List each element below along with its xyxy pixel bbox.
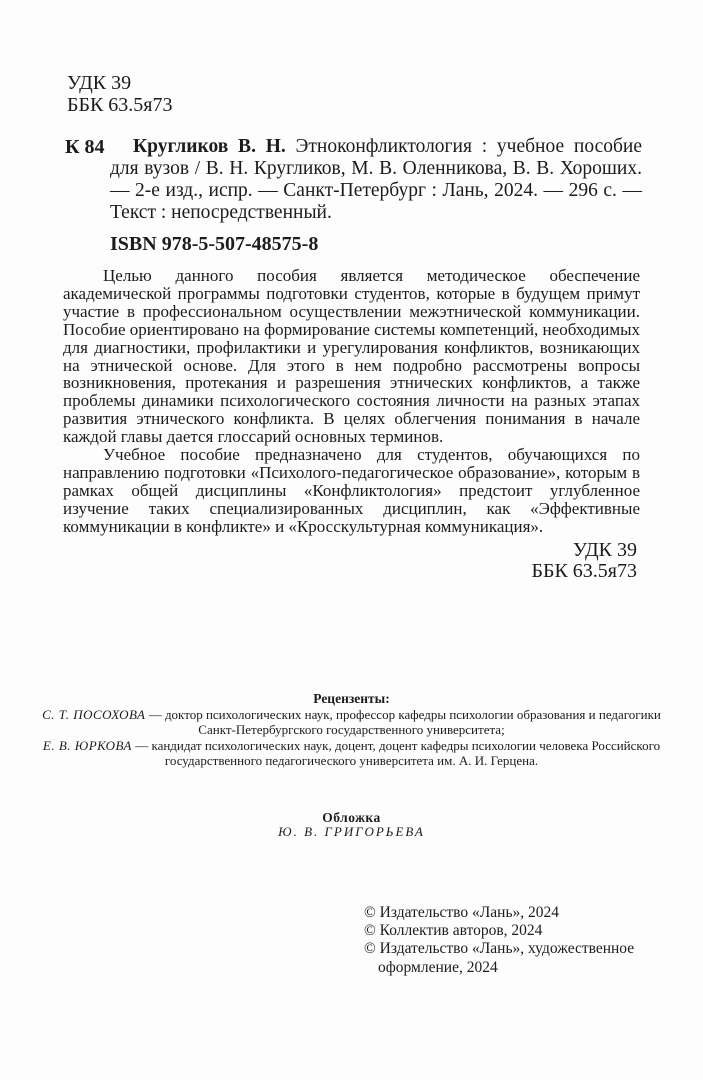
bbk-code-top: ББК 63.5я73 xyxy=(67,93,173,116)
reviewer-name: С. Т. ПОСОХОВА xyxy=(42,706,146,722)
reviewers-block xyxy=(35,691,668,769)
copyright-block xyxy=(364,904,640,977)
reviewer-name: Е. В. ЮРКОВА xyxy=(42,737,132,753)
catalog-entry xyxy=(65,136,642,224)
classification-codes-top xyxy=(67,73,173,116)
bbk-code-bottom: ББК 63.5я73 xyxy=(531,559,637,582)
udk-code-bottom: УДК 39 xyxy=(572,539,637,561)
copyright-line: © Издательство «Лань», 2024 xyxy=(364,904,560,921)
annotation-paragraph-1: Целью данного пособия является методическое обеспечение академической программы подготовки студентов, которые в будущем примут участие в профессиональном осуществлении межэтнической коммуникации. Пособие ориентировано на формирование системы компетенций, необходимых для диагностики, профилактики и урегулирования конфликтов, возникающих на этнической основе. Для этого в нем подробно рассмотрены вопросы возникновения, протекания и разрешения этнических конфликтов, а также проблемы динамики психологического состояния личности на разных этапах развития этнического конфликта. В целях облегчения понимания в начале каждой главы дается глоссарий основных терминов. xyxy=(63,266,640,447)
classification-codes-bottom xyxy=(531,540,637,581)
isbn-number: ISBN 978-5-507-48575-8 xyxy=(110,233,319,255)
annotation-block xyxy=(63,267,640,536)
reviewer-description: — доктор психологических наук, профессор кафедры психологии образования и педагогики Санкт-Петербургского государственного университета; xyxy=(145,706,661,738)
reviewer-entry xyxy=(35,707,668,738)
cover-designer-name: Ю. В. ГРИГОРЬЕВА xyxy=(278,823,425,839)
cover-heading: Обложка xyxy=(322,810,381,825)
bibliographic-description xyxy=(110,136,642,224)
udk-code-top: УДК 39 xyxy=(67,72,132,94)
annotation-paragraph-2: Учебное пособие предназначено для студентов, обучающихся по направлению подготовки «Психолого-педагогическое образование», которым в рамках общей дисциплины «Конфликтология» предстоит углубленное изучение таких специализированных дисциплин, как «Эффективные коммуникации в конфликте» и «Кросскультурная коммуникация». xyxy=(63,445,640,536)
copyright-line: © Коллектив авторов, 2024 xyxy=(364,922,543,940)
reviewer-description: — кандидат психологических наук, доцент, доцент кафедры психологии человека Российского государственного педагогического университета им. А. И. Герцена. xyxy=(131,737,661,769)
author-name: Кругликов В. Н. xyxy=(133,136,286,157)
catalog-code: К 84 xyxy=(65,136,105,158)
reviewers-heading: Рецензенты: xyxy=(313,691,390,706)
copyright-line: © Издательство «Лань», художественное оформление, 2024 xyxy=(364,940,635,976)
bibliographic-text: Этноконфликтология : учебное пособие для вузов / В. Н. Кругликов, М. В. Оленникова, В. В. Хороших. — 2-е изд., испр. — Санкт-Петербург : Лань, 2024. — 296 с. — Текст : непосредственный. xyxy=(110,136,642,223)
reviewer-entry xyxy=(35,738,668,769)
cover-credit-block xyxy=(0,811,703,838)
